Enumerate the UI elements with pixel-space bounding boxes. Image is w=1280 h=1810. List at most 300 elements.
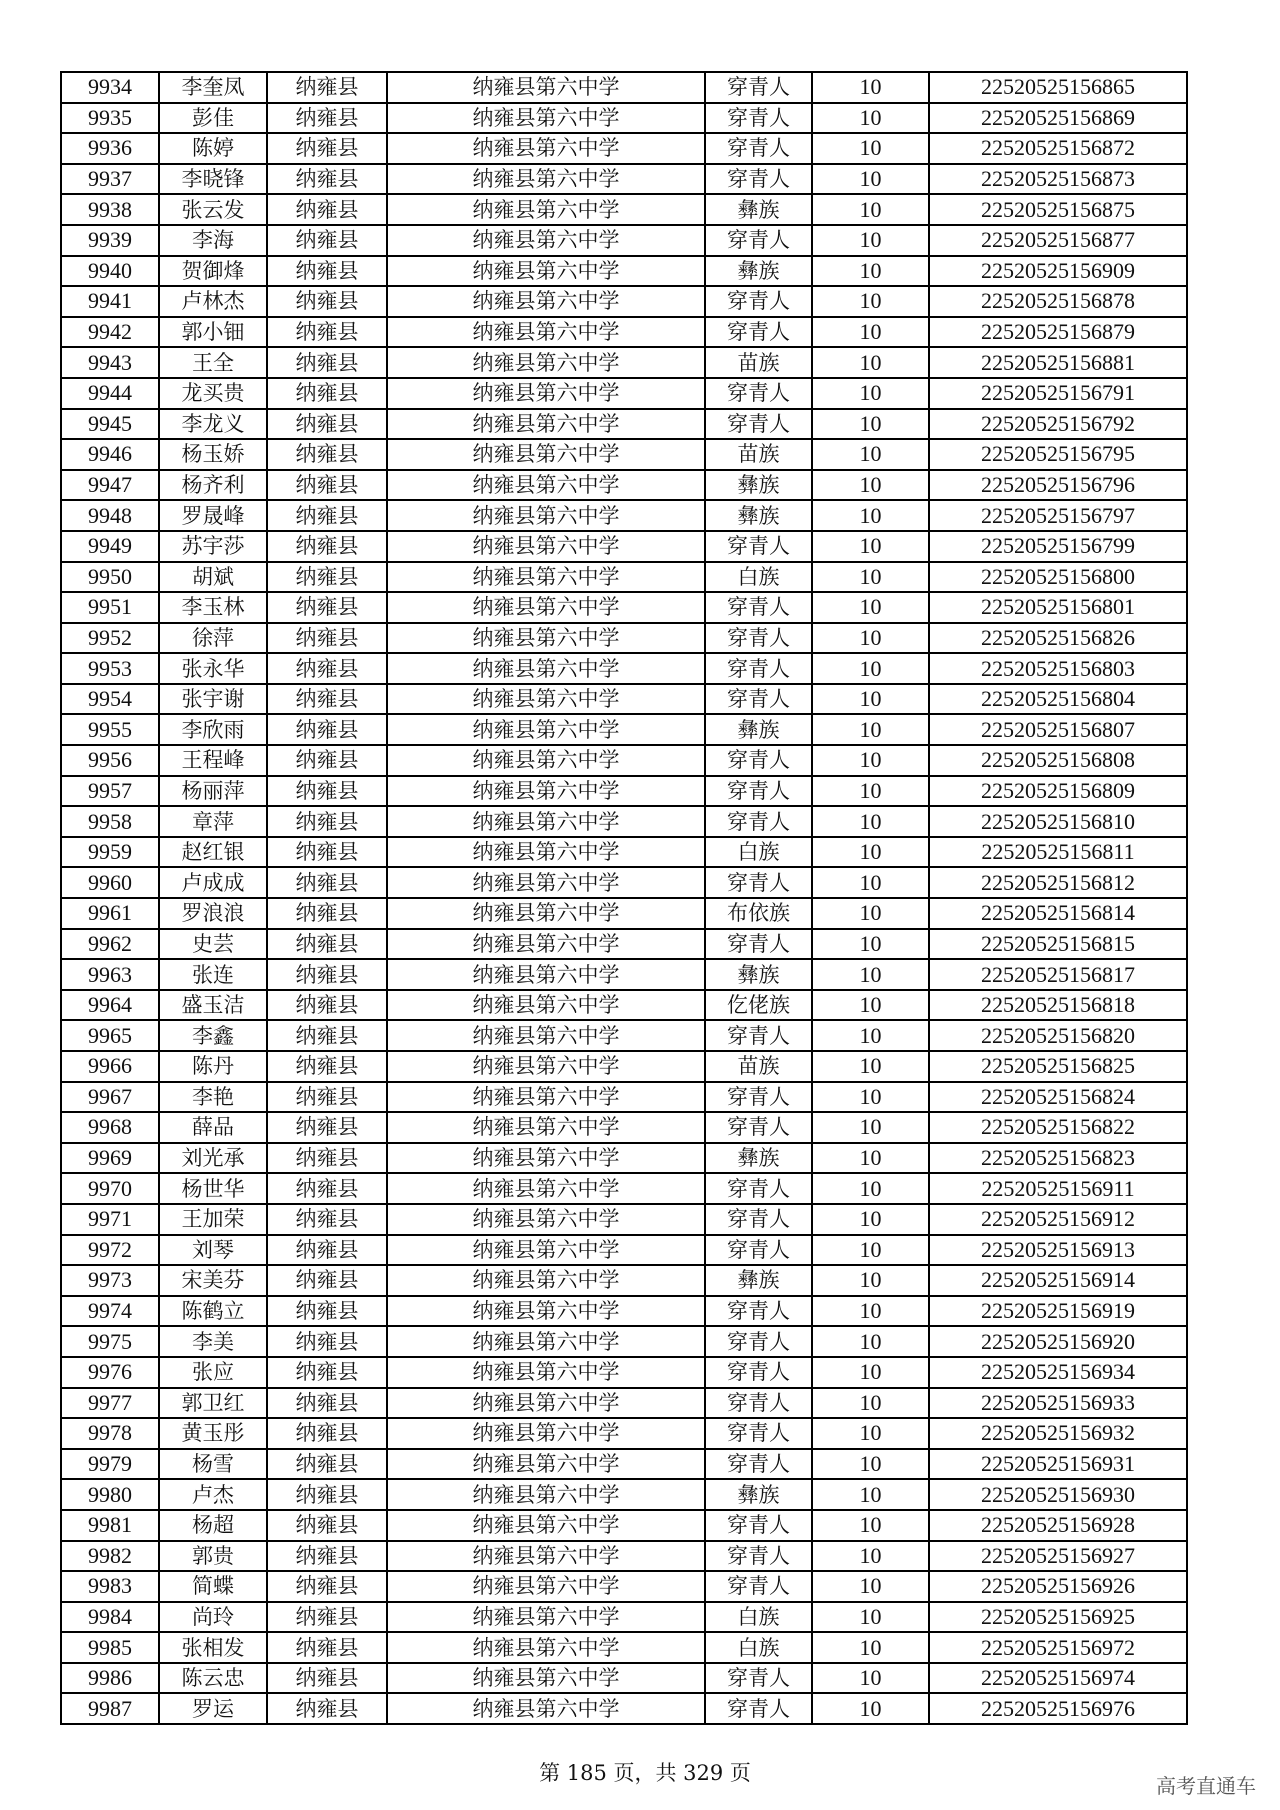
grade-cell: 10 bbox=[812, 1632, 929, 1663]
row-number-cell: 9963 bbox=[61, 959, 159, 990]
row-number-cell: 9936 bbox=[61, 133, 159, 164]
student-name-cell: 赵红银 bbox=[159, 837, 267, 868]
student-name-cell: 张相发 bbox=[159, 1632, 267, 1663]
student-id-cell: 22520525156801 bbox=[929, 592, 1187, 623]
county-cell: 纳雍县 bbox=[267, 1051, 387, 1082]
school-cell: 纳雍县第六中学 bbox=[387, 164, 705, 195]
grade-cell: 10 bbox=[812, 1326, 929, 1357]
county-cell: 纳雍县 bbox=[267, 194, 387, 225]
row-number-cell: 9965 bbox=[61, 1020, 159, 1051]
student-id-cell: 22520525156807 bbox=[929, 714, 1187, 745]
county-cell: 纳雍县 bbox=[267, 623, 387, 654]
school-cell: 纳雍县第六中学 bbox=[387, 470, 705, 501]
row-number-cell: 9985 bbox=[61, 1632, 159, 1663]
row-number-cell: 9982 bbox=[61, 1541, 159, 1572]
student-id-cell: 22520525156796 bbox=[929, 470, 1187, 501]
ethnicity-cell: 彝族 bbox=[705, 714, 812, 745]
school-cell: 纳雍县第六中学 bbox=[387, 1173, 705, 1204]
county-cell: 纳雍县 bbox=[267, 1693, 387, 1724]
table-row bbox=[61, 1173, 1187, 1204]
grade-cell: 10 bbox=[812, 1143, 929, 1174]
table-row bbox=[61, 1326, 1187, 1357]
row-number-cell: 9954 bbox=[61, 684, 159, 715]
ethnicity-cell: 穿青人 bbox=[705, 1020, 812, 1051]
student-id-cell: 22520525156808 bbox=[929, 745, 1187, 776]
county-cell: 纳雍县 bbox=[267, 470, 387, 501]
table-row bbox=[61, 1204, 1187, 1235]
ethnicity-cell: 穿青人 bbox=[705, 409, 812, 440]
grade-cell: 10 bbox=[812, 531, 929, 562]
county-cell: 纳雍县 bbox=[267, 1112, 387, 1143]
grade-cell: 10 bbox=[812, 225, 929, 256]
county-cell: 纳雍县 bbox=[267, 745, 387, 776]
row-number-cell: 9942 bbox=[61, 317, 159, 348]
school-cell: 纳雍县第六中学 bbox=[387, 684, 705, 715]
county-cell: 纳雍县 bbox=[267, 929, 387, 960]
ethnicity-cell: 苗族 bbox=[705, 439, 812, 470]
ethnicity-cell: 彝族 bbox=[705, 500, 812, 531]
ethnicity-cell: 穿青人 bbox=[705, 1388, 812, 1419]
row-number-cell: 9983 bbox=[61, 1571, 159, 1602]
grade-cell: 10 bbox=[812, 1357, 929, 1388]
ethnicity-cell: 仡佬族 bbox=[705, 990, 812, 1021]
table-body bbox=[61, 72, 1187, 1724]
school-cell: 纳雍县第六中学 bbox=[387, 990, 705, 1021]
row-number-cell: 9959 bbox=[61, 837, 159, 868]
watermark: 高考直通车 bbox=[1156, 1774, 1256, 1798]
school-cell: 纳雍县第六中学 bbox=[387, 806, 705, 837]
student-name-cell: 王程峰 bbox=[159, 745, 267, 776]
ethnicity-cell: 苗族 bbox=[705, 1051, 812, 1082]
student-name-cell: 杨玉娇 bbox=[159, 439, 267, 470]
row-number-cell: 9939 bbox=[61, 225, 159, 256]
school-cell: 纳雍县第六中学 bbox=[387, 1632, 705, 1663]
county-cell: 纳雍县 bbox=[267, 776, 387, 807]
grade-cell: 10 bbox=[812, 1510, 929, 1541]
student-name-cell: 陈鹤立 bbox=[159, 1296, 267, 1327]
student-id-cell: 22520525156869 bbox=[929, 103, 1187, 134]
grade-cell: 10 bbox=[812, 1082, 929, 1113]
ethnicity-cell: 白族 bbox=[705, 1602, 812, 1633]
county-cell: 纳雍县 bbox=[267, 531, 387, 562]
student-id-cell: 22520525156824 bbox=[929, 1082, 1187, 1113]
county-cell: 纳雍县 bbox=[267, 347, 387, 378]
student-name-cell: 罗晟峰 bbox=[159, 500, 267, 531]
school-cell: 纳雍县第六中学 bbox=[387, 347, 705, 378]
county-cell: 纳雍县 bbox=[267, 1602, 387, 1633]
grade-cell: 10 bbox=[812, 1235, 929, 1266]
county-cell: 纳雍县 bbox=[267, 1235, 387, 1266]
county-cell: 纳雍县 bbox=[267, 133, 387, 164]
ethnicity-cell: 彝族 bbox=[705, 1143, 812, 1174]
student-name-cell: 杨世华 bbox=[159, 1173, 267, 1204]
grade-cell: 10 bbox=[812, 714, 929, 745]
student-id-cell: 22520525156877 bbox=[929, 225, 1187, 256]
school-cell: 纳雍县第六中学 bbox=[387, 531, 705, 562]
grade-cell: 10 bbox=[812, 1173, 929, 1204]
table-row bbox=[61, 1418, 1187, 1449]
row-number-cell: 9986 bbox=[61, 1663, 159, 1694]
ethnicity-cell: 穿青人 bbox=[705, 378, 812, 409]
student-id-cell: 22520525156797 bbox=[929, 500, 1187, 531]
grade-cell: 10 bbox=[812, 959, 929, 990]
school-cell: 纳雍县第六中学 bbox=[387, 1571, 705, 1602]
county-cell: 纳雍县 bbox=[267, 1418, 387, 1449]
ethnicity-cell: 穿青人 bbox=[705, 653, 812, 684]
county-cell: 纳雍县 bbox=[267, 1296, 387, 1327]
grade-cell: 10 bbox=[812, 990, 929, 1021]
county-cell: 纳雍县 bbox=[267, 500, 387, 531]
grade-cell: 10 bbox=[812, 898, 929, 929]
row-number-cell: 9943 bbox=[61, 347, 159, 378]
school-cell: 纳雍县第六中学 bbox=[387, 867, 705, 898]
row-number-cell: 9949 bbox=[61, 531, 159, 562]
ethnicity-cell: 彝族 bbox=[705, 1479, 812, 1510]
school-cell: 纳雍县第六中学 bbox=[387, 1510, 705, 1541]
school-cell: 纳雍县第六中学 bbox=[387, 714, 705, 745]
table-row bbox=[61, 684, 1187, 715]
student-name-cell: 李龙义 bbox=[159, 409, 267, 440]
county-cell: 纳雍县 bbox=[267, 1265, 387, 1296]
table-row bbox=[61, 929, 1187, 960]
student-name-cell: 张云发 bbox=[159, 194, 267, 225]
table-row bbox=[61, 1112, 1187, 1143]
grade-cell: 10 bbox=[812, 867, 929, 898]
school-cell: 纳雍县第六中学 bbox=[387, 1693, 705, 1724]
table-row bbox=[61, 1541, 1187, 1572]
county-cell: 纳雍县 bbox=[267, 439, 387, 470]
table-row bbox=[61, 500, 1187, 531]
ethnicity-cell: 穿青人 bbox=[705, 1571, 812, 1602]
student-id-cell: 22520525156823 bbox=[929, 1143, 1187, 1174]
school-cell: 纳雍县第六中学 bbox=[387, 133, 705, 164]
grade-cell: 10 bbox=[812, 133, 929, 164]
student-id-cell: 22520525156873 bbox=[929, 164, 1187, 195]
student-id-cell: 22520525156814 bbox=[929, 898, 1187, 929]
student-name-cell: 徐萍 bbox=[159, 623, 267, 654]
school-cell: 纳雍县第六中学 bbox=[387, 409, 705, 440]
school-cell: 纳雍县第六中学 bbox=[387, 72, 705, 103]
grade-cell: 10 bbox=[812, 164, 929, 195]
grade-cell: 10 bbox=[812, 256, 929, 287]
school-cell: 纳雍县第六中学 bbox=[387, 225, 705, 256]
student-id-cell: 22520525156928 bbox=[929, 1510, 1187, 1541]
table-row bbox=[61, 1510, 1187, 1541]
row-number-cell: 9945 bbox=[61, 409, 159, 440]
row-number-cell: 9973 bbox=[61, 1265, 159, 1296]
table-row bbox=[61, 990, 1187, 1021]
student-name-cell: 卢成成 bbox=[159, 867, 267, 898]
grade-cell: 10 bbox=[812, 1265, 929, 1296]
student-id-cell: 22520525156974 bbox=[929, 1663, 1187, 1694]
student-id-cell: 22520525156932 bbox=[929, 1418, 1187, 1449]
ethnicity-cell: 穿青人 bbox=[705, 1541, 812, 1572]
county-cell: 纳雍县 bbox=[267, 1143, 387, 1174]
school-cell: 纳雍县第六中学 bbox=[387, 1663, 705, 1694]
student-id-cell: 22520525156920 bbox=[929, 1326, 1187, 1357]
school-cell: 纳雍县第六中学 bbox=[387, 653, 705, 684]
grade-cell: 10 bbox=[812, 592, 929, 623]
grade-cell: 10 bbox=[812, 1693, 929, 1724]
table-row bbox=[61, 347, 1187, 378]
school-cell: 纳雍县第六中学 bbox=[387, 898, 705, 929]
school-cell: 纳雍县第六中学 bbox=[387, 1296, 705, 1327]
table-row bbox=[61, 1632, 1187, 1663]
row-number-cell: 9971 bbox=[61, 1204, 159, 1235]
student-name-cell: 彭佳 bbox=[159, 103, 267, 134]
grade-cell: 10 bbox=[812, 1449, 929, 1480]
student-id-cell: 22520525156825 bbox=[929, 1051, 1187, 1082]
grade-cell: 10 bbox=[812, 929, 929, 960]
student-name-cell: 张永华 bbox=[159, 653, 267, 684]
ethnicity-cell: 彝族 bbox=[705, 194, 812, 225]
ethnicity-cell: 苗族 bbox=[705, 347, 812, 378]
ethnicity-cell: 穿青人 bbox=[705, 1326, 812, 1357]
county-cell: 纳雍县 bbox=[267, 1541, 387, 1572]
student-name-cell: 李晓锋 bbox=[159, 164, 267, 195]
student-id-cell: 22520525156865 bbox=[929, 72, 1187, 103]
grade-cell: 10 bbox=[812, 470, 929, 501]
table-row bbox=[61, 1020, 1187, 1051]
ethnicity-cell: 穿青人 bbox=[705, 1510, 812, 1541]
row-number-cell: 9960 bbox=[61, 867, 159, 898]
row-number-cell: 9974 bbox=[61, 1296, 159, 1327]
student-id-cell: 22520525156799 bbox=[929, 531, 1187, 562]
ethnicity-cell: 白族 bbox=[705, 837, 812, 868]
student-id-cell: 22520525156927 bbox=[929, 1541, 1187, 1572]
table-row bbox=[61, 439, 1187, 470]
county-cell: 纳雍县 bbox=[267, 1449, 387, 1480]
table-row bbox=[61, 378, 1187, 409]
school-cell: 纳雍县第六中学 bbox=[387, 592, 705, 623]
county-cell: 纳雍县 bbox=[267, 1663, 387, 1694]
row-number-cell: 9953 bbox=[61, 653, 159, 684]
row-number-cell: 9981 bbox=[61, 1510, 159, 1541]
school-cell: 纳雍县第六中学 bbox=[387, 1418, 705, 1449]
student-name-cell: 李海 bbox=[159, 225, 267, 256]
row-number-cell: 9937 bbox=[61, 164, 159, 195]
table-row bbox=[61, 1357, 1187, 1388]
row-number-cell: 9987 bbox=[61, 1693, 159, 1724]
row-number-cell: 9961 bbox=[61, 898, 159, 929]
ethnicity-cell: 穿青人 bbox=[705, 1296, 812, 1327]
row-number-cell: 9976 bbox=[61, 1357, 159, 1388]
school-cell: 纳雍县第六中学 bbox=[387, 317, 705, 348]
student-id-cell: 22520525156792 bbox=[929, 409, 1187, 440]
row-number-cell: 9955 bbox=[61, 714, 159, 745]
student-name-cell: 王加荣 bbox=[159, 1204, 267, 1235]
county-cell: 纳雍县 bbox=[267, 592, 387, 623]
grade-cell: 10 bbox=[812, 194, 929, 225]
table-row bbox=[61, 1663, 1187, 1694]
student-name-cell: 郭小钿 bbox=[159, 317, 267, 348]
table-row bbox=[61, 623, 1187, 654]
student-name-cell: 李玉林 bbox=[159, 592, 267, 623]
table-row bbox=[61, 1082, 1187, 1113]
row-number-cell: 9977 bbox=[61, 1388, 159, 1419]
ethnicity-cell: 彝族 bbox=[705, 1265, 812, 1296]
school-cell: 纳雍县第六中学 bbox=[387, 194, 705, 225]
ethnicity-cell: 白族 bbox=[705, 1632, 812, 1663]
student-name-cell: 苏宇莎 bbox=[159, 531, 267, 562]
row-number-cell: 9940 bbox=[61, 256, 159, 287]
school-cell: 纳雍县第六中学 bbox=[387, 623, 705, 654]
student-name-cell: 卢杰 bbox=[159, 1479, 267, 1510]
student-id-cell: 22520525156803 bbox=[929, 653, 1187, 684]
student-id-cell: 22520525156815 bbox=[929, 929, 1187, 960]
row-number-cell: 9941 bbox=[61, 286, 159, 317]
grade-cell: 10 bbox=[812, 1602, 929, 1633]
table-row bbox=[61, 745, 1187, 776]
grade-cell: 10 bbox=[812, 806, 929, 837]
grade-cell: 10 bbox=[812, 1418, 929, 1449]
table-row bbox=[61, 1235, 1187, 1266]
ethnicity-cell: 彝族 bbox=[705, 470, 812, 501]
table-row bbox=[61, 1571, 1187, 1602]
student-id-cell: 22520525156812 bbox=[929, 867, 1187, 898]
county-cell: 纳雍县 bbox=[267, 1632, 387, 1663]
table-row bbox=[61, 1602, 1187, 1633]
ethnicity-cell: 穿青人 bbox=[705, 531, 812, 562]
row-number-cell: 9934 bbox=[61, 72, 159, 103]
table-row bbox=[61, 531, 1187, 562]
student-name-cell: 陈婷 bbox=[159, 133, 267, 164]
school-cell: 纳雍县第六中学 bbox=[387, 1082, 705, 1113]
row-number-cell: 9978 bbox=[61, 1418, 159, 1449]
county-cell: 纳雍县 bbox=[267, 225, 387, 256]
county-cell: 纳雍县 bbox=[267, 1326, 387, 1357]
student-name-cell: 张应 bbox=[159, 1357, 267, 1388]
row-number-cell: 9966 bbox=[61, 1051, 159, 1082]
school-cell: 纳雍县第六中学 bbox=[387, 439, 705, 470]
county-cell: 纳雍县 bbox=[267, 103, 387, 134]
student-id-cell: 22520525156914 bbox=[929, 1265, 1187, 1296]
ethnicity-cell: 穿青人 bbox=[705, 867, 812, 898]
row-number-cell: 9975 bbox=[61, 1326, 159, 1357]
student-id-cell: 22520525156791 bbox=[929, 378, 1187, 409]
student-name-cell: 贺御烽 bbox=[159, 256, 267, 287]
school-cell: 纳雍县第六中学 bbox=[387, 1541, 705, 1572]
school-cell: 纳雍县第六中学 bbox=[387, 1020, 705, 1051]
grade-cell: 10 bbox=[812, 623, 929, 654]
student-id-cell: 22520525156818 bbox=[929, 990, 1187, 1021]
student-name-cell: 薛品 bbox=[159, 1112, 267, 1143]
ethnicity-cell: 穿青人 bbox=[705, 1693, 812, 1724]
county-cell: 纳雍县 bbox=[267, 317, 387, 348]
table-row bbox=[61, 806, 1187, 837]
school-cell: 纳雍县第六中学 bbox=[387, 959, 705, 990]
student-id-cell: 22520525156817 bbox=[929, 959, 1187, 990]
grade-cell: 10 bbox=[812, 1051, 929, 1082]
grade-cell: 10 bbox=[812, 1541, 929, 1572]
student-id-cell: 22520525156909 bbox=[929, 256, 1187, 287]
grade-cell: 10 bbox=[812, 500, 929, 531]
grade-cell: 10 bbox=[812, 347, 929, 378]
ethnicity-cell: 穿青人 bbox=[705, 1418, 812, 1449]
student-id-cell: 22520525156925 bbox=[929, 1602, 1187, 1633]
student-id-cell: 22520525156809 bbox=[929, 776, 1187, 807]
school-cell: 纳雍县第六中学 bbox=[387, 1388, 705, 1419]
table-row bbox=[61, 1449, 1187, 1480]
grade-cell: 10 bbox=[812, 439, 929, 470]
ethnicity-cell: 穿青人 bbox=[705, 1204, 812, 1235]
student-name-cell: 尚玲 bbox=[159, 1602, 267, 1633]
table-row bbox=[61, 562, 1187, 593]
student-id-cell: 22520525156822 bbox=[929, 1112, 1187, 1143]
student-id-cell: 22520525156804 bbox=[929, 684, 1187, 715]
ethnicity-cell: 穿青人 bbox=[705, 745, 812, 776]
student-name-cell: 王全 bbox=[159, 347, 267, 378]
grade-cell: 10 bbox=[812, 1020, 929, 1051]
county-cell: 纳雍县 bbox=[267, 1020, 387, 1051]
ethnicity-cell: 穿青人 bbox=[705, 806, 812, 837]
county-cell: 纳雍县 bbox=[267, 1388, 387, 1419]
row-number-cell: 9972 bbox=[61, 1235, 159, 1266]
table-row bbox=[61, 714, 1187, 745]
school-cell: 纳雍县第六中学 bbox=[387, 1112, 705, 1143]
student-name-cell: 杨雪 bbox=[159, 1449, 267, 1480]
table-row bbox=[61, 1296, 1187, 1327]
table-row bbox=[61, 1693, 1187, 1724]
student-id-cell: 22520525156912 bbox=[929, 1204, 1187, 1235]
grade-cell: 10 bbox=[812, 1571, 929, 1602]
school-cell: 纳雍县第六中学 bbox=[387, 929, 705, 960]
student-name-cell: 李欣雨 bbox=[159, 714, 267, 745]
student-name-cell: 杨丽萍 bbox=[159, 776, 267, 807]
ethnicity-cell: 布依族 bbox=[705, 898, 812, 929]
row-number-cell: 9956 bbox=[61, 745, 159, 776]
student-id-cell: 22520525156811 bbox=[929, 837, 1187, 868]
table-row bbox=[61, 837, 1187, 868]
student-name-cell: 章萍 bbox=[159, 806, 267, 837]
grade-cell: 10 bbox=[812, 409, 929, 440]
ethnicity-cell: 穿青人 bbox=[705, 592, 812, 623]
school-cell: 纳雍县第六中学 bbox=[387, 1449, 705, 1480]
county-cell: 纳雍县 bbox=[267, 1479, 387, 1510]
row-number-cell: 9944 bbox=[61, 378, 159, 409]
student-name-cell: 李奎凤 bbox=[159, 72, 267, 103]
school-cell: 纳雍县第六中学 bbox=[387, 1204, 705, 1235]
row-number-cell: 9958 bbox=[61, 806, 159, 837]
table-row bbox=[61, 1051, 1187, 1082]
table-row bbox=[61, 133, 1187, 164]
ethnicity-cell: 穿青人 bbox=[705, 1173, 812, 1204]
student-name-cell: 罗运 bbox=[159, 1693, 267, 1724]
grade-cell: 10 bbox=[812, 684, 929, 715]
ethnicity-cell: 穿青人 bbox=[705, 929, 812, 960]
county-cell: 纳雍县 bbox=[267, 256, 387, 287]
ethnicity-cell: 穿青人 bbox=[705, 1357, 812, 1388]
ethnicity-cell: 穿青人 bbox=[705, 1112, 812, 1143]
school-cell: 纳雍县第六中学 bbox=[387, 1326, 705, 1357]
table-row bbox=[61, 317, 1187, 348]
county-cell: 纳雍县 bbox=[267, 164, 387, 195]
ethnicity-cell: 穿青人 bbox=[705, 776, 812, 807]
table-row bbox=[61, 72, 1187, 103]
school-cell: 纳雍县第六中学 bbox=[387, 378, 705, 409]
student-name-cell: 杨齐利 bbox=[159, 470, 267, 501]
student-id-cell: 22520525156879 bbox=[929, 317, 1187, 348]
ethnicity-cell: 彝族 bbox=[705, 959, 812, 990]
county-cell: 纳雍县 bbox=[267, 837, 387, 868]
ethnicity-cell: 穿青人 bbox=[705, 623, 812, 654]
grade-cell: 10 bbox=[812, 378, 929, 409]
row-number-cell: 9969 bbox=[61, 1143, 159, 1174]
student-name-cell: 张宇谢 bbox=[159, 684, 267, 715]
student-name-cell: 简蝶 bbox=[159, 1571, 267, 1602]
ethnicity-cell: 白族 bbox=[705, 562, 812, 593]
row-number-cell: 9957 bbox=[61, 776, 159, 807]
